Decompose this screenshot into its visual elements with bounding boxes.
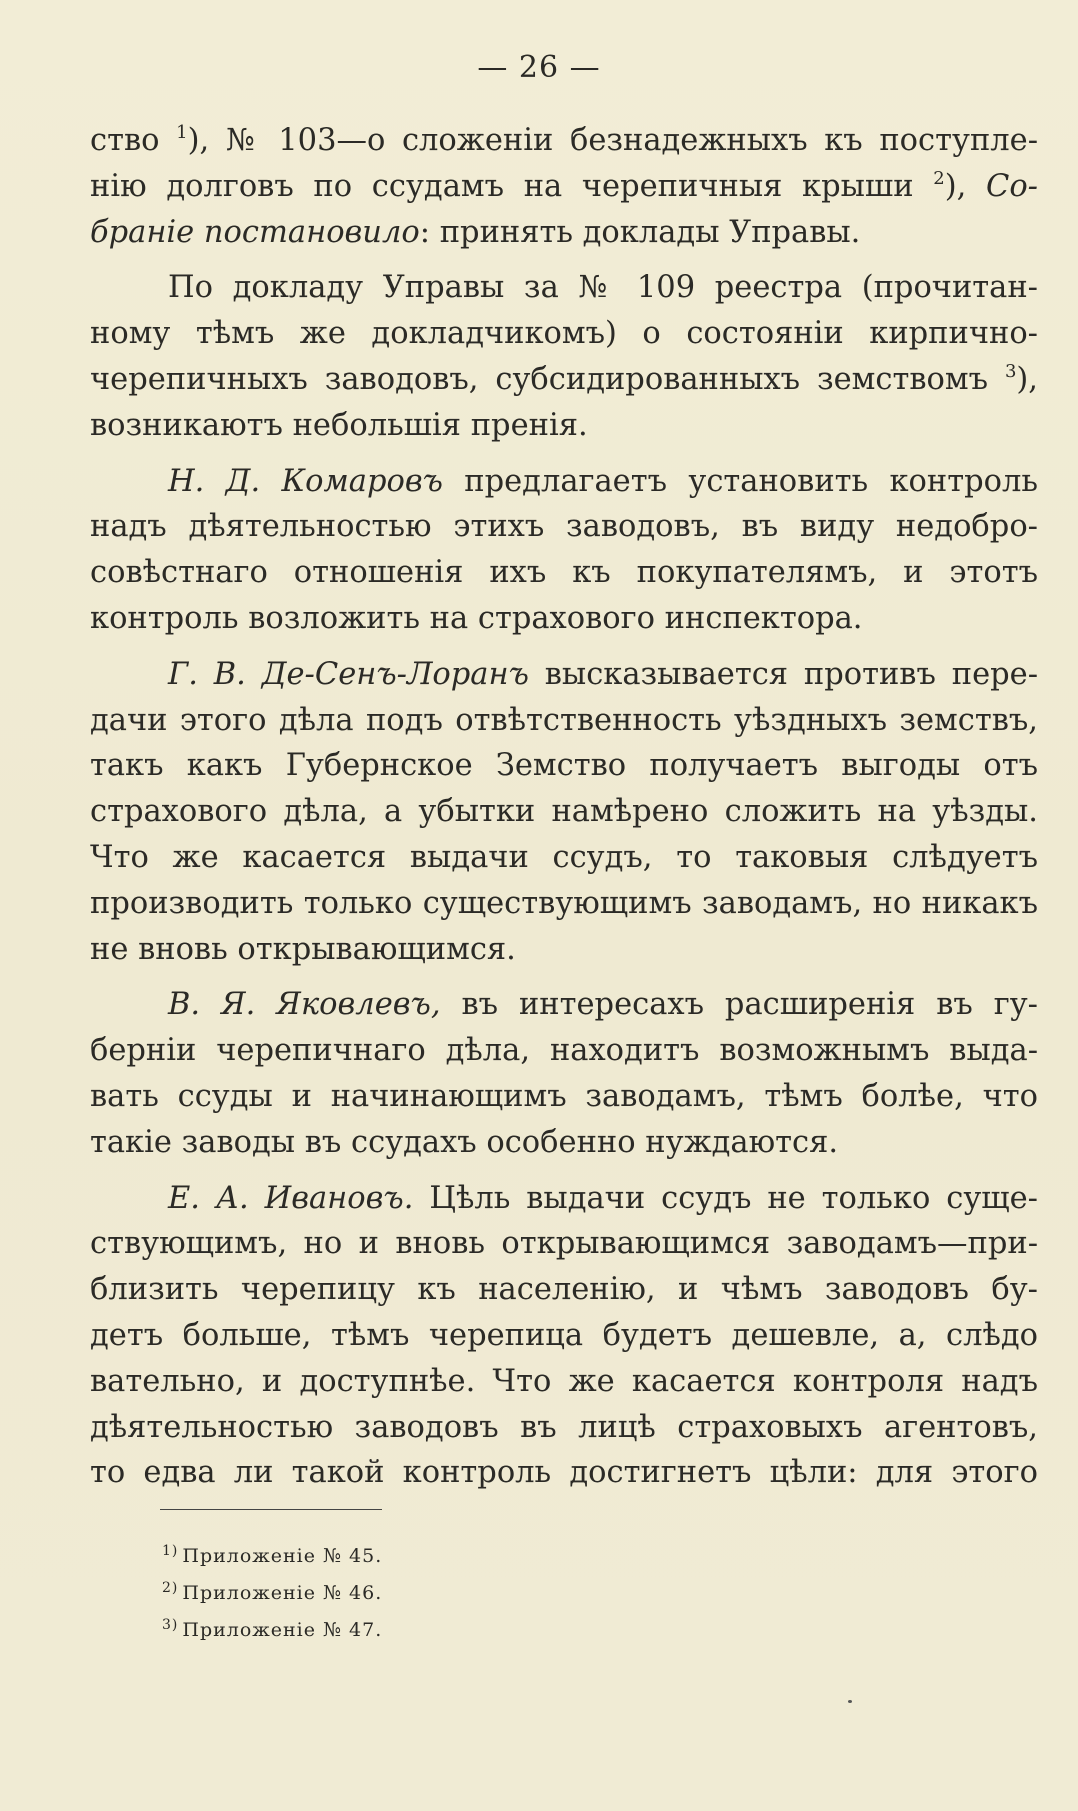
speaker-name: Н. Д. Комаровъ bbox=[168, 463, 443, 499]
text-line bbox=[90, 357, 1038, 403]
text-line bbox=[90, 881, 1038, 927]
text-line bbox=[90, 1074, 1038, 1120]
text-line bbox=[90, 118, 1038, 164]
line-text: такъ какъ Губернское Земство получаетъ выгоды отъ bbox=[90, 748, 1038, 784]
line-text: совѣстнаго отношенiя ихъ къ покупателямъ, и этотъ bbox=[90, 555, 1038, 591]
footnote-text: Приложенiе № 47. bbox=[182, 1619, 383, 1641]
line-text: ному тѣмъ же докладчикомъ) о состоянiи кирпично- bbox=[90, 316, 1038, 352]
line-text: дачи этого дѣла подъ отвѣтственность уѣздныхъ земствъ, bbox=[90, 702, 1038, 738]
line-text: Что же касается выдачи ссудъ, то таковыя слѣдуетъ bbox=[90, 839, 1038, 875]
text-line bbox=[90, 403, 1038, 449]
footnote-text: Приложенiе № 46. bbox=[182, 1582, 383, 1604]
line-text: ствующимъ, но и вновь открывающимся заводамъ—при- bbox=[90, 1226, 1038, 1262]
text-line bbox=[90, 1359, 1038, 1405]
footnote-ref: 2 bbox=[933, 167, 945, 189]
speaker-name: В. Я. Яковлевъ, bbox=[168, 987, 441, 1023]
footnote-divider bbox=[160, 1509, 382, 1510]
text-line bbox=[90, 1221, 1038, 1267]
footnote-mark: 2) bbox=[162, 1580, 179, 1596]
text-line bbox=[90, 1450, 1038, 1496]
text-line bbox=[90, 550, 1038, 596]
line-text: возникаютъ небольшiя пренiя. bbox=[90, 407, 588, 443]
text-line bbox=[90, 311, 1038, 357]
body-text bbox=[90, 118, 1038, 1496]
text-line bbox=[90, 1313, 1038, 1359]
footnote-ref: 1 bbox=[176, 122, 188, 143]
text-line bbox=[90, 743, 1038, 789]
text-line bbox=[90, 927, 1038, 973]
text-line bbox=[90, 210, 1038, 256]
line-text: ство bbox=[90, 123, 177, 158]
text-line bbox=[90, 1028, 1038, 1074]
text-line bbox=[90, 789, 1038, 835]
text-line bbox=[90, 504, 1038, 550]
line-text: такiе заводы въ ссудахъ особенно нуждаются. bbox=[90, 1124, 839, 1160]
text-line bbox=[90, 265, 1038, 311]
paragraph-gap bbox=[90, 255, 1038, 265]
paragraph bbox=[90, 652, 1038, 973]
line-text: въ интересахъ расширенiя въ гу- bbox=[440, 987, 1038, 1023]
line-text: близить черепицу къ населенiю, и чѣмъ заводовъ бу- bbox=[90, 1272, 1038, 1308]
line-text: предлагаетъ установить контроль bbox=[442, 463, 1038, 499]
line-text: Цѣль выдачи ссудъ не только суще- bbox=[413, 1180, 1038, 1216]
page-number: — 26 — bbox=[477, 50, 601, 85]
line-text: По докладу Управы за № 109 реестра (прочитан- bbox=[168, 270, 1038, 306]
paragraph bbox=[90, 982, 1038, 1165]
paragraph-gap bbox=[90, 972, 1038, 982]
line-text: не вновь открывающимся. bbox=[90, 931, 516, 967]
text-line bbox=[90, 596, 1038, 642]
footnotes bbox=[162, 1535, 382, 1646]
text-line bbox=[90, 1405, 1038, 1451]
text-line bbox=[90, 1176, 1038, 1222]
text-line bbox=[90, 164, 1038, 210]
line-text: вать ссуды и начинающимъ заводамъ, тѣмъ болѣе, что bbox=[90, 1078, 1038, 1114]
italic-text: Со- bbox=[985, 168, 1038, 204]
speaker-name: Е. А. Ивановъ. bbox=[168, 1180, 414, 1216]
paragraph bbox=[90, 459, 1038, 642]
footnote bbox=[162, 1535, 382, 1572]
speaker-name: Г. В. Де-Сенъ-Лоранъ bbox=[168, 656, 529, 692]
line-text: ), bbox=[1016, 361, 1038, 397]
line-text: вательно, и доступнѣе. Что же касается контроля надъ bbox=[90, 1363, 1038, 1399]
line-text: : принять доклады Управы. bbox=[419, 214, 861, 250]
paragraph-gap bbox=[90, 449, 1038, 459]
line-text: страхового дѣла, а убытки намѣрено сложить на уѣзды. bbox=[90, 794, 1038, 830]
paragraph-gap bbox=[90, 1166, 1038, 1176]
text-line bbox=[90, 698, 1038, 744]
line-text: высказывается противъ пере- bbox=[528, 656, 1038, 692]
paragraph-gap bbox=[90, 642, 1038, 652]
line-text: бернiи черепичнаго дѣла, находитъ возможнымъ выда- bbox=[90, 1033, 1038, 1069]
paper-speck bbox=[848, 1700, 852, 1703]
footnote-text: Приложенiе № 45. bbox=[182, 1545, 383, 1567]
line-text: дѣятельностью заводовъ въ лицѣ страховыхъ агентовъ, bbox=[90, 1409, 1038, 1445]
text-line bbox=[90, 1267, 1038, 1313]
text-line bbox=[90, 982, 1038, 1028]
line-text: ), bbox=[944, 168, 986, 204]
text-line bbox=[90, 459, 1038, 505]
line-text: черепичныхъ заводовъ, субсидированныхъ земствомъ bbox=[90, 361, 1005, 397]
paragraph bbox=[90, 118, 1038, 255]
line-text: надъ дѣятельностью этихъ заводовъ, въ виду недобро- bbox=[90, 509, 1038, 545]
text-line bbox=[90, 835, 1038, 881]
footnote-ref: 3 bbox=[1004, 360, 1017, 382]
footnote bbox=[162, 1572, 382, 1609]
line-text: ), № 103—о сложенiи безнадежныхъ къ поступле- bbox=[187, 123, 1038, 158]
text-line bbox=[90, 1120, 1038, 1166]
paragraph bbox=[90, 265, 1038, 448]
footnote-mark: 1) bbox=[162, 1543, 179, 1559]
line-text: то едва ли такой контроль достигнетъ цѣли: для этого bbox=[90, 1455, 1038, 1491]
paragraph bbox=[90, 1176, 1038, 1497]
line-text: производить только существующимъ заводамъ, но никакъ bbox=[90, 885, 1038, 921]
line-text: контроль возложить на страхового инспектора. bbox=[90, 600, 863, 636]
line-text: детъ больше, тѣмъ черепица будетъ дешевле, а, слѣдо bbox=[90, 1317, 1038, 1353]
speaker-name: бранiе постановило bbox=[90, 214, 420, 250]
line-text: нiю долговъ по ссудамъ на черепичныя крыши bbox=[90, 168, 934, 204]
footnote bbox=[162, 1609, 382, 1646]
footnote-mark: 3) bbox=[162, 1617, 179, 1633]
text-line bbox=[90, 652, 1038, 698]
